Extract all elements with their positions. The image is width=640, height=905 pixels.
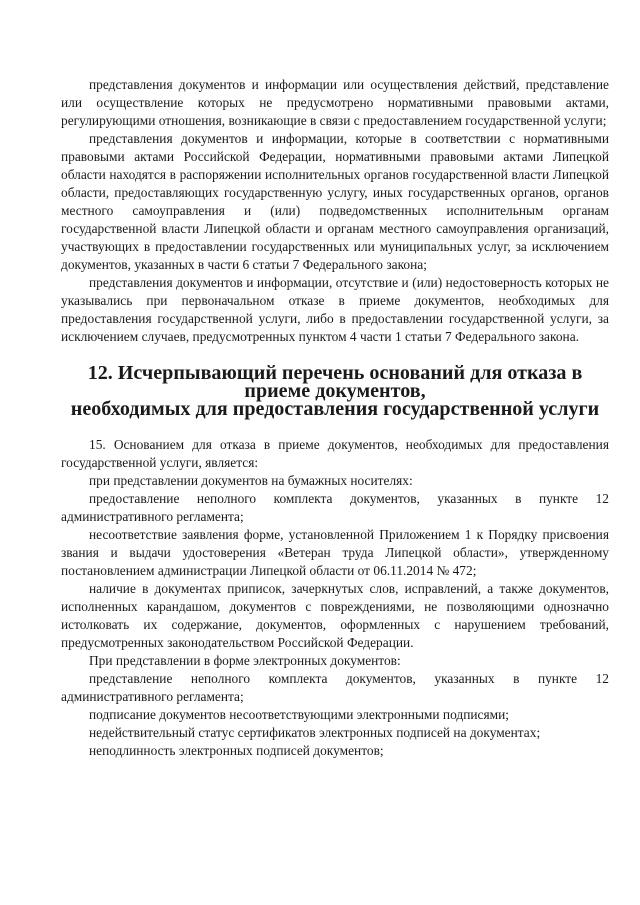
paragraph: представления документов и информации, отсутствие и (или) недостоверность которых не указывались при первоначальном отказе в приеме документов, необходимых для предоставления государственной услуги, либо в предоставлении государственной услуги, за исключением случаев, предусмотренных пунктом 4 части 1 статьи 7 Федерального закона. [61, 275, 609, 344]
paragraph: при представлении документов на бумажных носителях: [89, 473, 413, 488]
paragraph: представления документов и информации, которые в соответствии с нормативными правовыми актами Российской Федерации, нормативными правовыми актами Липецкой области находятся в распоряжении исполнительных органов государственной власти Липецкой области, предоставляющих государственную услугу, иных государственных органов, органов местного самоуправления и (или) подведомственных исполнительным органам государственной власти Липецкой области и органам местного самоуправления организаций, участвующих в предоставлении государственных или муниципальных услуг, за исключением документов, указанных в части 6 статьи 7 Федерального закона; [61, 131, 609, 272]
paragraph: недействительный статус сертификатов электронных подписей на документах; [89, 725, 541, 740]
paragraph: При представлении в форме электронных документов: [89, 653, 401, 668]
paragraph: подписание документов несоответствующими электронными подписями; [89, 707, 510, 722]
paragraph: представления документов и информации или осуществления действий, представление или осуществление которых не предусмотрено нормативными правовыми актами, регулирующими отношения, возникающие в связи с предоставлением государственной услуги; [61, 77, 609, 128]
paragraph: неподлинность электронных подписей документов; [89, 743, 384, 758]
paragraph: представление неполного комплекта документов, указанных в пункте 12 административного регламента; [61, 671, 609, 704]
section-heading [61, 364, 609, 418]
section-heading-line-1: 12. Исчерпывающий перечень оснований для отказа в приеме документов, [87, 362, 583, 402]
paragraph: наличие в документах приписок, зачеркнутых слов, исправлений, а также документов, исполненных карандашом, документов с повреждениями, не позволяющими однозначно истолковать их содержание, документов, оформленных с нарушением требований, предусмотренных законодательством Российской Федерации. [61, 581, 609, 650]
document-page [61, 76, 609, 760]
paragraph: несоответствие заявления форме, установленной Приложением 1 к Порядку присвоения звания и выдачи удостоверения «Ветеран труда Липецкой области», утвержденному постановлением администрации Липецкой области от 06.11.2014 № 472; [61, 527, 609, 578]
paragraph: 15. Основанием для отказа в приеме документов, необходимых для предоставления государственной услуги, является: [61, 437, 609, 470]
section-heading-line-2: необходимых для предоставления государственной услуги [70, 398, 600, 420]
spacer [61, 418, 609, 436]
paragraph: предоставление неполного комплекта документов, указанных в пункте 12 административного регламента; [61, 491, 609, 524]
